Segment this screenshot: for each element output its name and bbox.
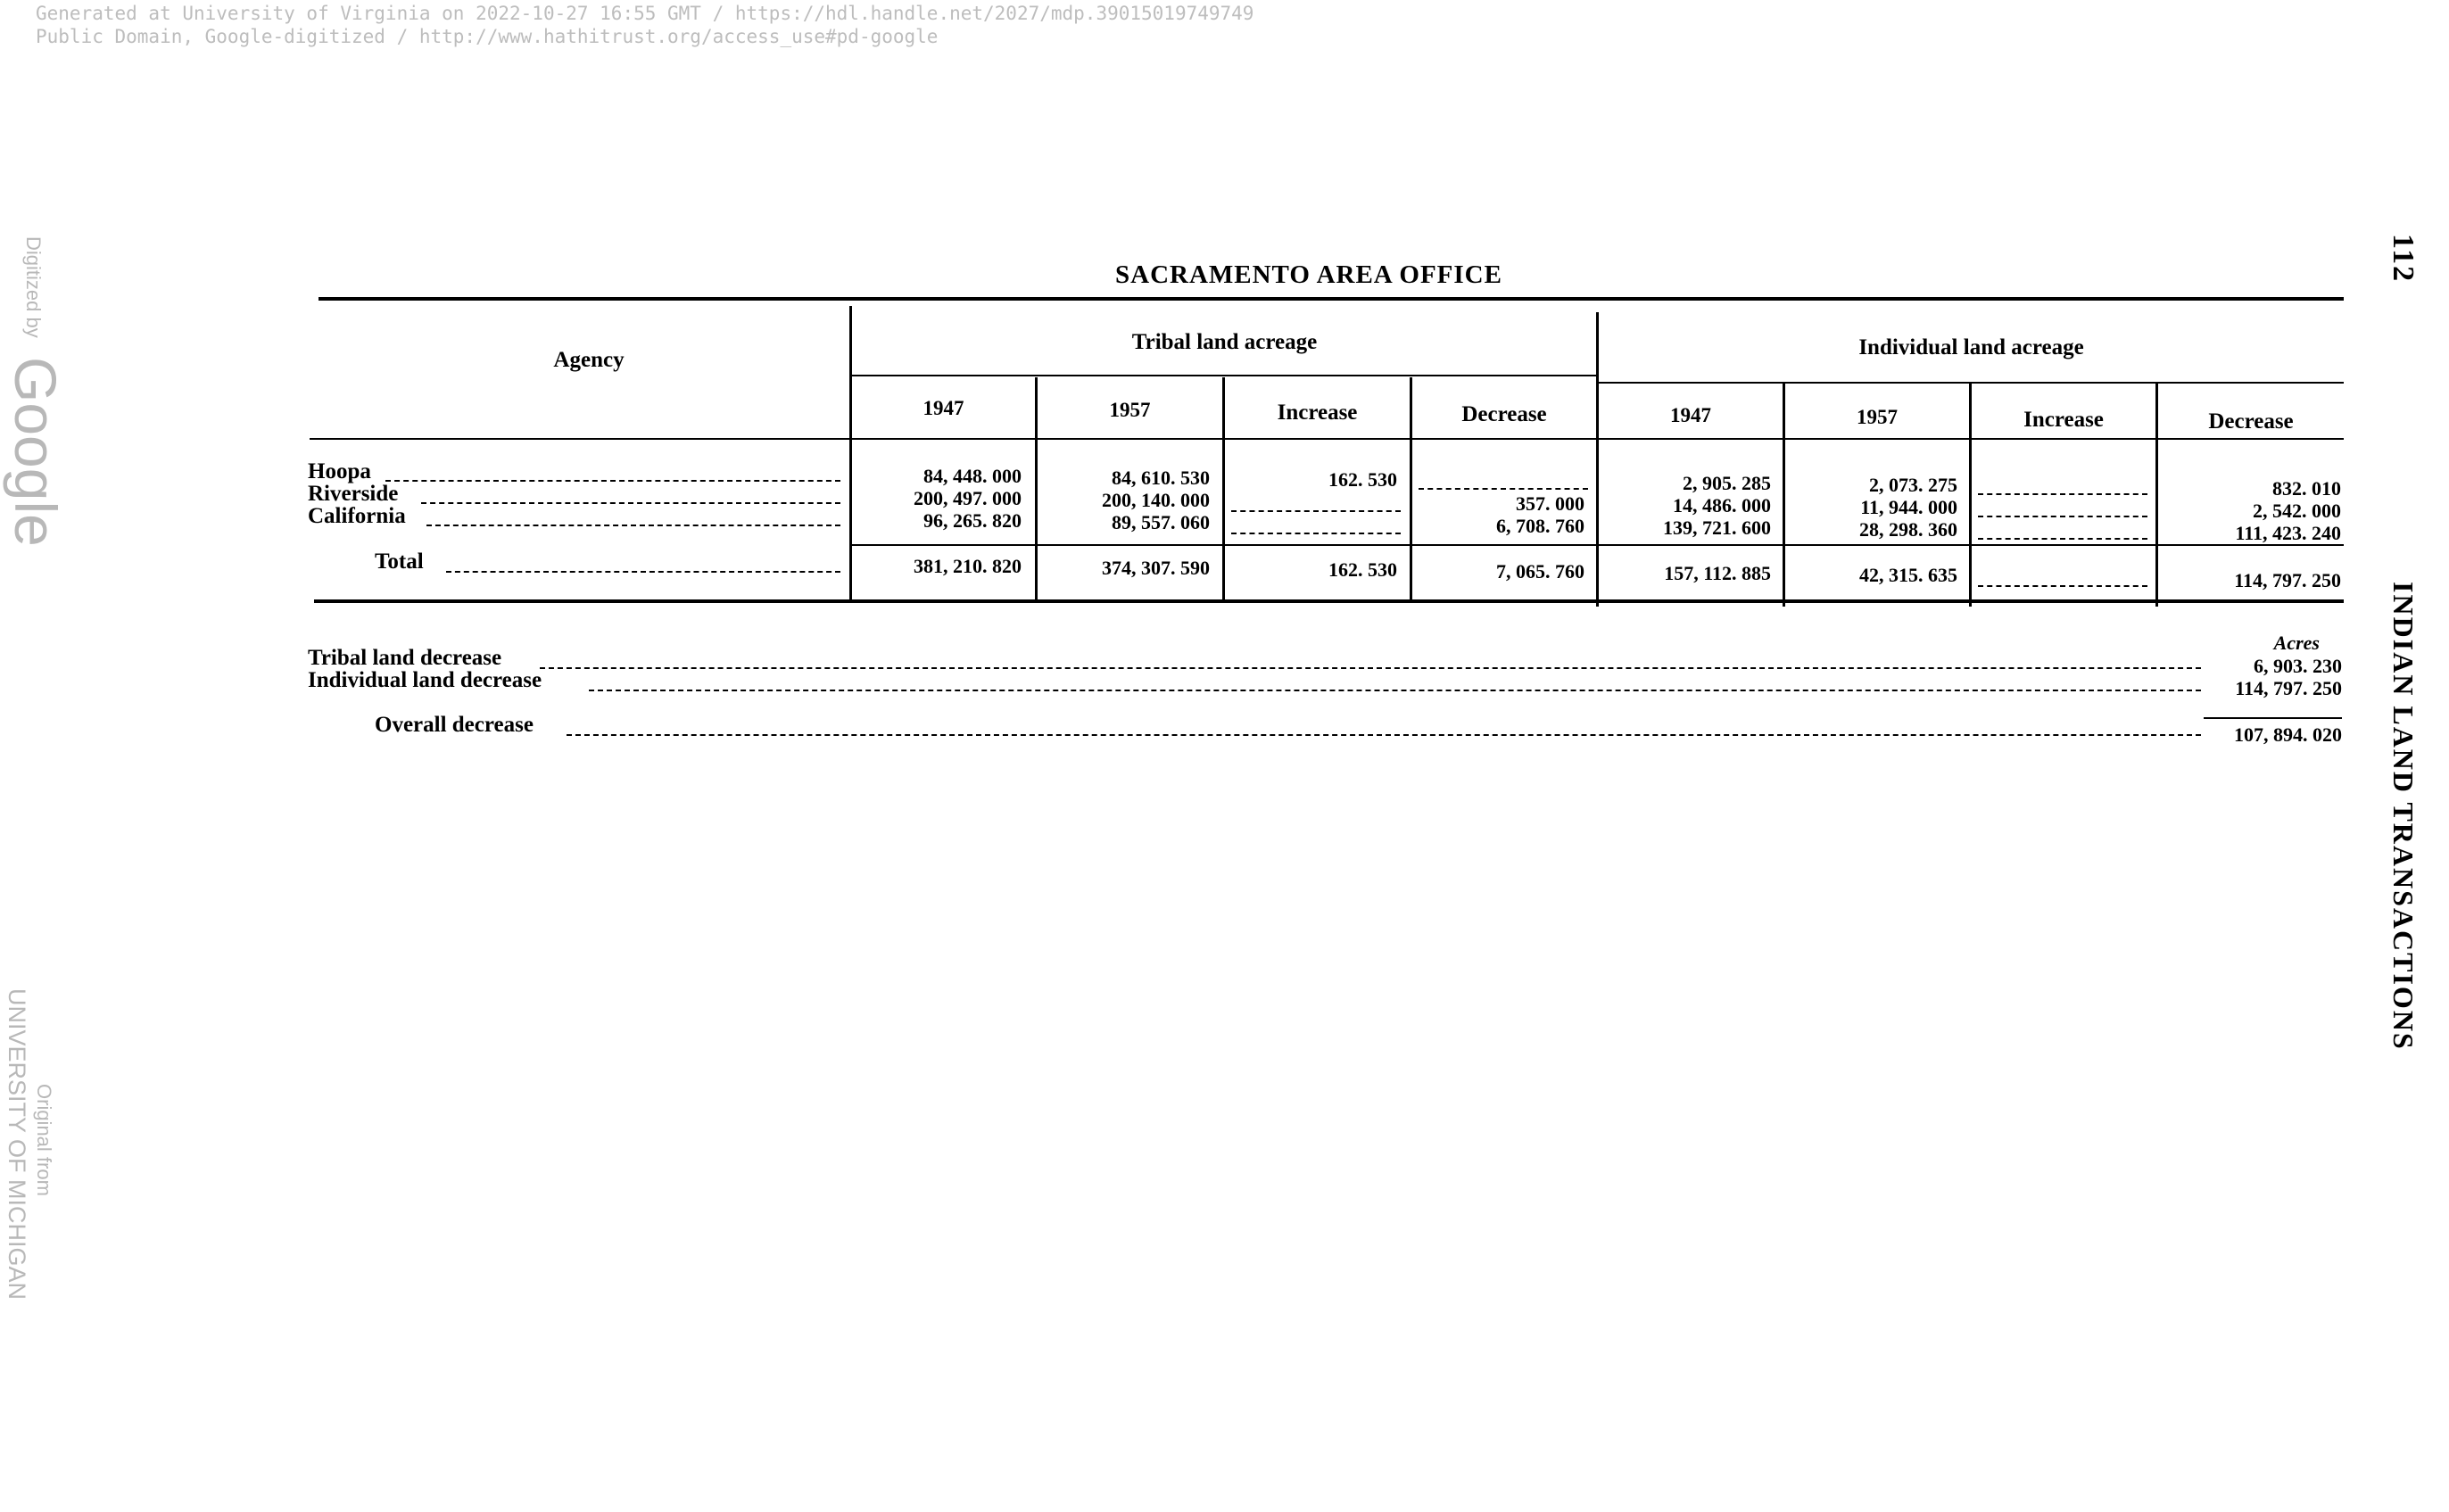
leader-dots: [421, 502, 840, 504]
tribal-decrease-value: 6, 903. 230: [2254, 655, 2342, 677]
watermark-line-1: Generated at University of Virginia on 2022-10-27 16:55 GMT / https://hdl.handle.net/2027/mdp.39015019749749: [36, 3, 1254, 24]
cell-riverside-individual-1957: 11, 944. 000: [1860, 496, 1957, 518]
individual-header: Individual land acreage: [1858, 335, 2084, 359]
group-rule-tribal: [852, 375, 1597, 376]
cell-california-individual-1957: 28, 298. 360: [1859, 518, 1957, 541]
individual-decrease-label: Individual land decrease: [308, 668, 542, 692]
digitized-by-label: Digitized by: [22, 236, 45, 338]
leader-dots: [540, 667, 2201, 669]
cell-hoopa-tribal-1947: 84, 448. 000: [923, 465, 1022, 487]
acres-unit-label: Acres: [2273, 632, 2320, 654]
empty-cell-dash: [1978, 538, 2147, 540]
leader-dots: [426, 525, 840, 526]
cell-hoopa-individual-1947: 2, 905. 285: [1683, 472, 1771, 494]
cell-total-individual-1957: 42, 315. 635: [1859, 564, 1957, 586]
cell-total-tribal-1947: 381, 210. 820: [914, 555, 1022, 577]
cell-california-tribal-1947: 96, 265. 820: [923, 509, 1022, 532]
row-label-california: California: [308, 504, 406, 528]
empty-cell-dash: [1978, 516, 2147, 517]
cell-total-tribal-increase: 162. 530: [1328, 558, 1397, 581]
overall-decrease-value: 107, 894. 020: [2234, 723, 2342, 746]
leader-dots: [385, 480, 840, 482]
cell-total-tribal-decrease: 7, 065. 760: [1496, 560, 1584, 582]
cell-hoopa-individual-1957: 2, 073. 275: [1869, 474, 1957, 496]
leader-dots: [446, 571, 840, 573]
empty-cell-dash: [1419, 488, 1588, 490]
cell-hoopa-tribal-1957: 84, 610. 530: [1112, 467, 1210, 489]
bottom-rule: [314, 599, 2344, 603]
tribal-decrease-label: Tribal land decrease: [308, 646, 502, 670]
empty-cell-dash: [1231, 510, 1401, 512]
leader-dots: [589, 690, 2201, 691]
cell-california-tribal-1957: 89, 557. 060: [1112, 511, 1210, 533]
subheader-individual-increase: Increase: [2023, 408, 2104, 432]
empty-cell-dash: [1231, 533, 1401, 534]
cell-total-tribal-1957: 374, 307. 590: [1102, 557, 1210, 579]
subheader-tribal-increase: Increase: [1277, 401, 1358, 425]
cell-total-individual-decrease: 114, 797. 250: [2234, 569, 2341, 591]
table-title: SACRAMENTO AREA OFFICE: [1115, 260, 1502, 289]
header-rule: [310, 438, 2344, 440]
row-label-riverside: Riverside: [308, 482, 399, 506]
cell-riverside-tribal-1947: 200, 497. 000: [914, 487, 1022, 509]
subheader-individual-decrease: Decrease: [2208, 409, 2294, 434]
subheader-individual-1957: 1957: [1857, 406, 1898, 428]
subheader-tribal-1957: 1957: [1109, 399, 1151, 421]
cell-riverside-individual-decrease: 2, 542. 000: [2253, 500, 2341, 522]
subheader-tribal-1947: 1947: [923, 397, 964, 419]
tribal-header: Tribal land acreage: [1131, 330, 1318, 354]
google-logo-text: Google: [3, 357, 69, 547]
watermark-line-2: Public Domain, Google-digitized / http://www.hathitrust.org/access_use#pd-google: [36, 26, 939, 47]
cell-california-individual-1947: 139, 721. 600: [1663, 516, 1771, 539]
original-from-label: Original from: [33, 1084, 55, 1196]
row-label-hoopa: Hoopa: [308, 459, 371, 483]
agency-header: Agency: [553, 348, 625, 372]
university-label: UNIVERSITY OF MICHIGAN: [4, 988, 30, 1301]
summary-rule: [2204, 717, 2342, 719]
empty-cell-dash: [1978, 493, 2147, 495]
cell-hoopa-individual-decrease: 832. 010: [2272, 477, 2341, 500]
cell-california-tribal-decrease: 6, 708. 760: [1496, 515, 1584, 537]
subheader-individual-1947: 1947: [1670, 404, 1711, 426]
cell-hoopa-tribal-increase: 162. 530: [1328, 468, 1397, 491]
cell-riverside-tribal-1957: 200, 140. 000: [1102, 489, 1210, 511]
row-label-total: Total: [375, 549, 424, 574]
individual-decrease-value: 114, 797. 250: [2235, 677, 2342, 699]
cell-riverside-individual-1947: 14, 486. 000: [1673, 494, 1771, 516]
top-rule: [319, 297, 2344, 301]
running-head: INDIAN LAND TRANSACTIONS: [2387, 582, 2420, 1051]
cell-california-individual-decrease: 111, 423. 240: [2235, 522, 2341, 544]
page-number: 112: [2387, 234, 2420, 284]
subheader-tribal-decrease: Decrease: [1461, 402, 1547, 426]
empty-cell-dash: [1978, 585, 2147, 587]
leader-dots: [567, 734, 2201, 736]
cell-total-individual-1947: 157, 112. 885: [1664, 562, 1771, 584]
overall-decrease-label: Overall decrease: [375, 713, 534, 737]
cell-riverside-tribal-decrease: 357. 000: [1516, 492, 1584, 515]
